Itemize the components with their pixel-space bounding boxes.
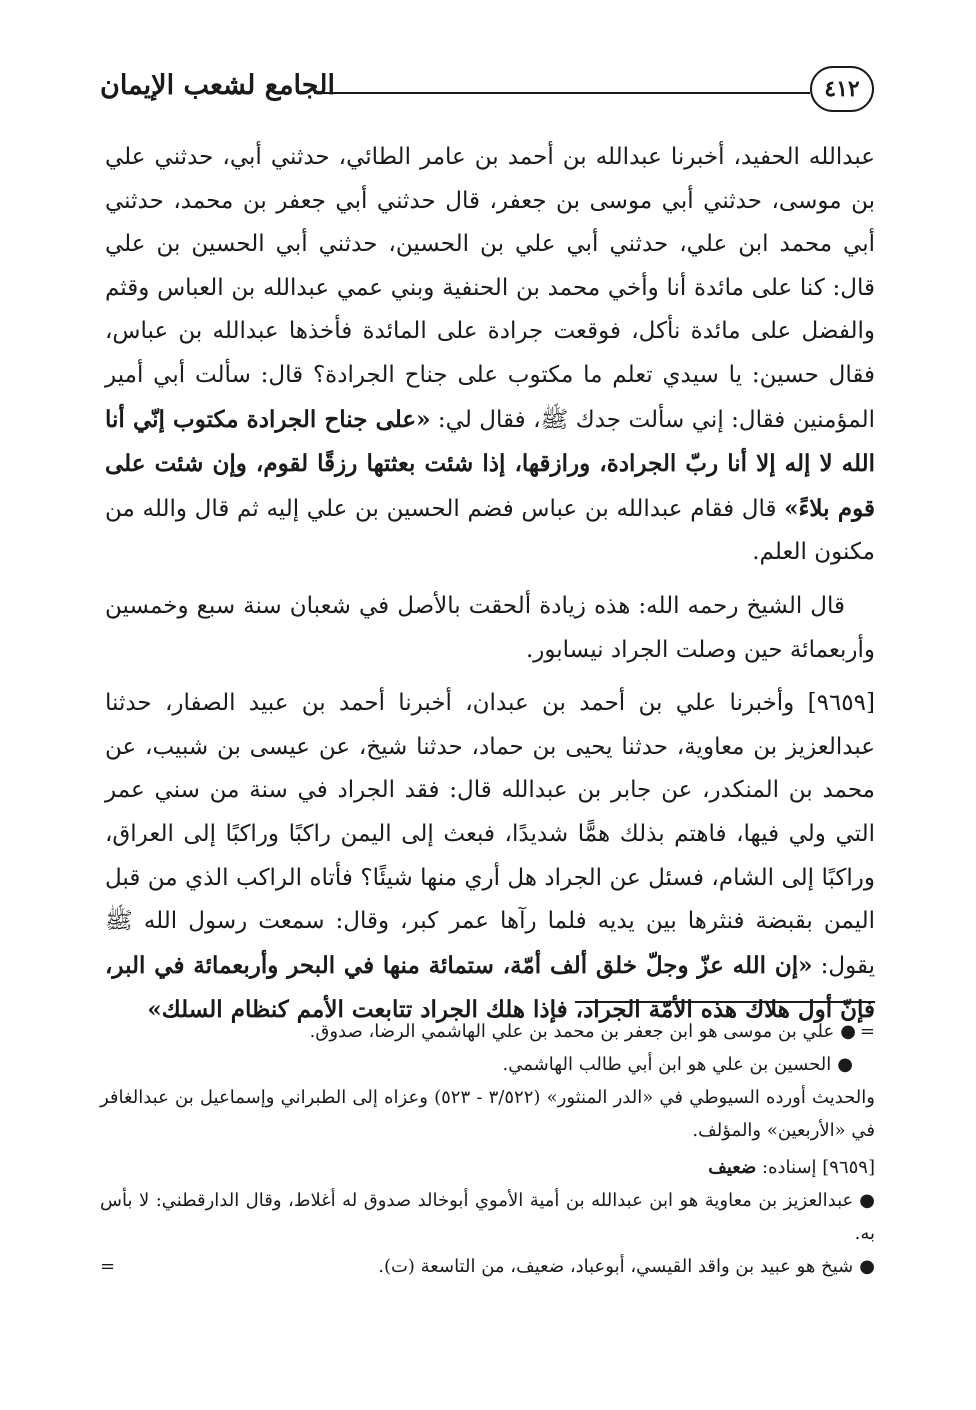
- continuation-mark-end: =: [100, 1256, 116, 1277]
- footnote-3: [100, 1081, 875, 1147]
- footnote-6: [100, 1250, 875, 1283]
- paragraph-2-text: قال الشيخ رحمه الله: هذه زيادة ألحقت بالأصل في شعبان سنة سبع وخمسين وأربعمائة حين وصلت الجراد نيسابور.: [105, 592, 875, 663]
- paragraph-1: [105, 136, 875, 575]
- main-text: [105, 136, 875, 1033]
- footnote-3-text: والحديث أورده السيوطي في «الدر المنثور» (٣/٥٢٢ - ٥٢٣) وعزاه إلى الطبراني وإسماعيل بن عبدالغافر في «الأربعين» والمؤلف.: [100, 1087, 875, 1141]
- paragraph-3-hadith-quote: «إن الله عزّ وجلّ خلق ألف أمّة، ستمائة منها في البحر وأربعمائة في البر، فإنّ أول هلاك هذه الأمّة الجراد، فإذا هلك الجراد تتابعت الأمم كنظام السلك»: [105, 951, 875, 1024]
- running-header: [100, 58, 878, 120]
- footnote-5: [100, 1184, 875, 1250]
- paragraph-1-text-a: عبدالله الحفيد، أخبرنا عبدالله بن أحمد بن عامر الطائي، حدثني أبي، حدثني علي بن موسى، حدثني أبي موسى بن جعفر، قال حدثني أبي جعفر بن محمد، حدثني أبي محمد ابن علي، حدثني أبي علي بن الحسين، حدثني أبي الحسين بن علي قال: كنا على مائدة أنا وأخي محمد بن الحنفية وبني عمي عبدالله بن العباس وقثم والفضل على مائدة نأكل، فوقعت جرادة على المائدة فأخذها عبدالله بن عباس، فقال حسين: يا سيدي تعلم ما مكتوب على جناح الجرادة؟ قال: سألت أبي أمير المؤمنين فقال: إني سألت جدك ﷺ، فقال لي:: [105, 144, 875, 433]
- footnote-separator: [575, 1001, 875, 1003]
- bullet-icon: ●: [859, 1190, 875, 1211]
- footnote-6-text: شيخ هو عبيد بن واقد القيسي، أبوعباد، ضعيف، من التاسعة (ت).: [378, 1256, 854, 1277]
- bullet-icon: ●: [837, 1054, 853, 1075]
- paragraph-1-text-c: قال فقام عبدالله بن عباس فضم الحسين بن علي إليه ثم قال والله من مكنون العلم.: [105, 495, 875, 566]
- footnotes: [100, 1015, 875, 1283]
- paragraph-3: [105, 682, 875, 1033]
- isnad-label: إسناده:: [762, 1157, 817, 1178]
- footnote-hadith-number: [٩٦٥٩]: [822, 1157, 875, 1178]
- isnad-grade: ضعيف: [708, 1157, 757, 1178]
- footnote-2-text: الحسين بن علي هو ابن أبي طالب الهاشمي.: [502, 1054, 832, 1075]
- footnote-1-text: علي بن موسى هو ابن جعفر بن محمد بن علي الهاشمي الرضا، صدوق.: [309, 1021, 835, 1042]
- paragraph-2: [105, 585, 875, 672]
- header-rule: [314, 92, 810, 94]
- book-title: الجامع لشعب الإيمان: [100, 70, 335, 101]
- continuation-mark: =: [859, 1021, 875, 1042]
- footnote-1: [100, 1015, 875, 1048]
- footnote-isnad: [100, 1151, 875, 1184]
- page-number-badge: ٤١٢: [810, 66, 874, 112]
- paragraph-3-text-a: وأخبرنا علي بن أحمد بن عبدان، أخبرنا أحمد بن عبيد الصفار، حدثنا عبدالعزيز بن معاوية، حدثنا يحيى بن حماد، حدثنا شيخ، عن عيسى بن شبيب، عن محمد بن المنكدر، عن جابر بن عبدالله قال: فقد الجراد في سنة من سني عمر التي ولي فيها، فاهتم بذلك همًّا شديدًا، فبعث إلى اليمن راكبًا وراكبًا إلى العراق، وراكبًا إلى الشام، فسئل عن الجراد هل أري منها شيئًا؟ فأتاه الراكب الذي من قبل اليمن بقبضة فنثرها بين يديه فلما رآها عمر كبر، وقال: سمعت رسول الله ﷺ يقول:: [105, 690, 875, 979]
- bullet-icon: ●: [840, 1021, 856, 1042]
- hadith-number: [٩٦٥٩]: [807, 690, 875, 717]
- paragraph-1-hadith-quote: «على جناح الجرادة مكتوب إنّي أنا الله لا إله إلا أنا ربّ الجرادة، ورازقها، إذا شئت بعثتها رزقًا لقوم، وإن شئت على قوم بلاءً»: [105, 405, 875, 522]
- footnote-2: [100, 1048, 875, 1081]
- bullet-icon: ●: [859, 1256, 875, 1277]
- footnote-5-text: عبدالعزيز بن معاوية هو ابن عبدالله بن أمية الأموي أبوخالد صدوق له أغلاط، وقال الدارقطني: لا بأس به.: [100, 1190, 875, 1244]
